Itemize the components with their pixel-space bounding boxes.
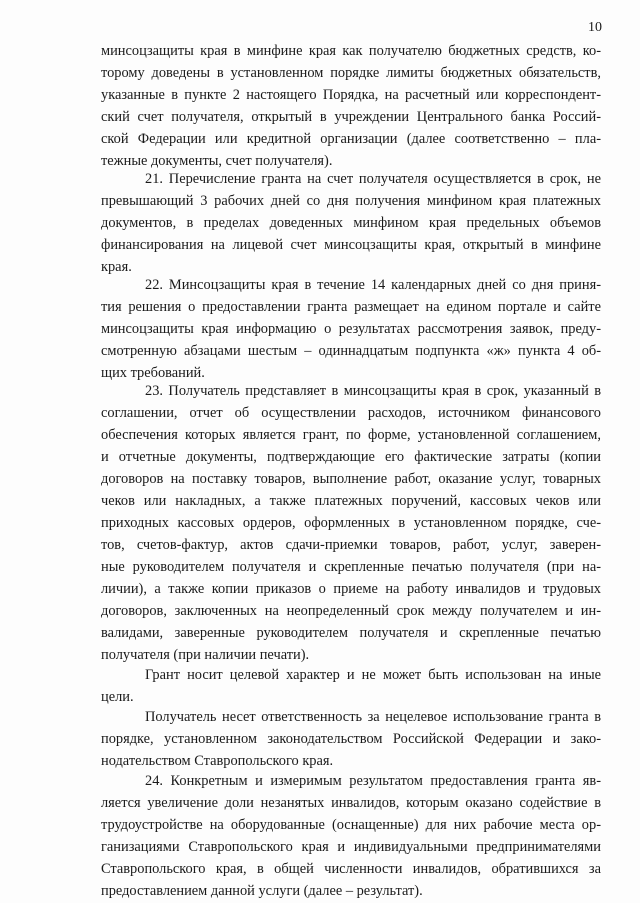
text-line: 22. Минсоцзащиты края в течение 14 календарных дней со дня приня- bbox=[145, 277, 601, 293]
text-line: смотренную абзацами шестым – одиннадцатым подпункта «ж» пункта 4 об- bbox=[101, 343, 601, 359]
text-line: Ставропольского края, в общей численности инвалидов, обратившихся за bbox=[101, 861, 601, 877]
text-line: превышающий 3 рабочих дней со дня получения минфином края платежных bbox=[101, 193, 601, 209]
text-line: тежные документы, счет получателя). bbox=[101, 153, 333, 169]
text-line: договоров на поставку товаров, выполнение работ, оказание услуг, товарных bbox=[101, 471, 601, 487]
text-line: приходных кассовых ордеров, оформленных в установленном порядке, сче- bbox=[101, 515, 601, 531]
text-line: ные руководителем получателя и скрепленные печатью получателя (при на- bbox=[101, 559, 601, 575]
text-line: ляется увеличение доли незанятых инвалидов, которым оказано содействие в bbox=[101, 795, 601, 811]
text-line: трудоустройстве на оборудованные (оснащенные) для них рабочие места ор- bbox=[101, 817, 601, 833]
text-line: 21. Перечисление гранта на счет получателя осуществляется в срок, не bbox=[145, 171, 601, 187]
text-line: щих требований. bbox=[101, 365, 205, 381]
text-line: минсоцзащиты края информацию о результатах рассмотрения заявок, преду- bbox=[101, 321, 601, 337]
text-line: порядке, установленном законодательством Российской Федерации и зако- bbox=[101, 731, 601, 747]
text-line: тия решения о предоставлении гранта размещает на едином портале и сайте bbox=[101, 299, 601, 315]
text-line: чеков или накладных, а также платежных поручений, кассовых чеков или bbox=[101, 493, 601, 509]
text-line: получателя (при наличии печати). bbox=[101, 647, 310, 663]
text-line: финансирования на лицевой счет минсоцзащиты края, открытый в минфине bbox=[101, 237, 601, 253]
text-line: предоставлением данной услуги (далее – результат). bbox=[101, 883, 423, 899]
text-line: края. bbox=[101, 259, 132, 275]
text-line: обеспечения которых является грант, по форме, установленной соглашением, bbox=[101, 427, 601, 443]
text-line: ский счет получателя, открытый в учреждении Центрального банка Россий- bbox=[101, 109, 601, 125]
text-line: договоров, заключенных на неопределенный срок между получателем и ин- bbox=[101, 603, 601, 619]
text-line: минсоцзащиты края в минфине края как получателю бюджетных средств, ко- bbox=[101, 43, 601, 59]
text-line: документов, в пределах доведенных минфином края предельных объемов bbox=[101, 215, 601, 231]
text-line: и отчетные документы, подтверждающие его фактические затраты (копии bbox=[101, 449, 601, 465]
text-line: Грант носит целевой характер и не может быть использован на иные bbox=[145, 667, 601, 683]
text-line: личии), а также копии приказов о приеме на работу инвалидов и трудовых bbox=[101, 581, 601, 597]
text-line: 23. Получатель представляет в минсоцзащиты края в срок, указанный в bbox=[145, 383, 601, 399]
page-number: 10 bbox=[588, 20, 602, 35]
text-line: ганизациями Ставропольского края и индивидуальными предпринимателями bbox=[101, 839, 601, 855]
text-line: тов, счетов-фактур, актов сдачи-приемки товаров, работ, услуг, заверен- bbox=[101, 537, 601, 553]
text-line: цели. bbox=[101, 689, 134, 705]
text-line: указанные в пункте 2 настоящего Порядка, на расчетный или корреспондент- bbox=[101, 87, 601, 103]
text-line: нодательством Ставропольского края. bbox=[101, 753, 334, 769]
text-line: соглашении, отчет об осуществлении расходов, источником финансового bbox=[101, 405, 601, 421]
text-line: Получатель несет ответственность за нецелевое использование гранта в bbox=[145, 709, 601, 725]
text-line: ской Федерации или кредитной организации (далее соответственно – пла- bbox=[101, 131, 601, 147]
text-line: валидами, заверенные руководителем получателя и скрепленные печатью bbox=[101, 625, 601, 641]
text-line: торому доведены в установленном порядке лимиты бюджетных обязательств, bbox=[101, 65, 601, 81]
text-line: 24. Конкретным и измеримым результатом предоставления гранта яв- bbox=[145, 773, 601, 789]
